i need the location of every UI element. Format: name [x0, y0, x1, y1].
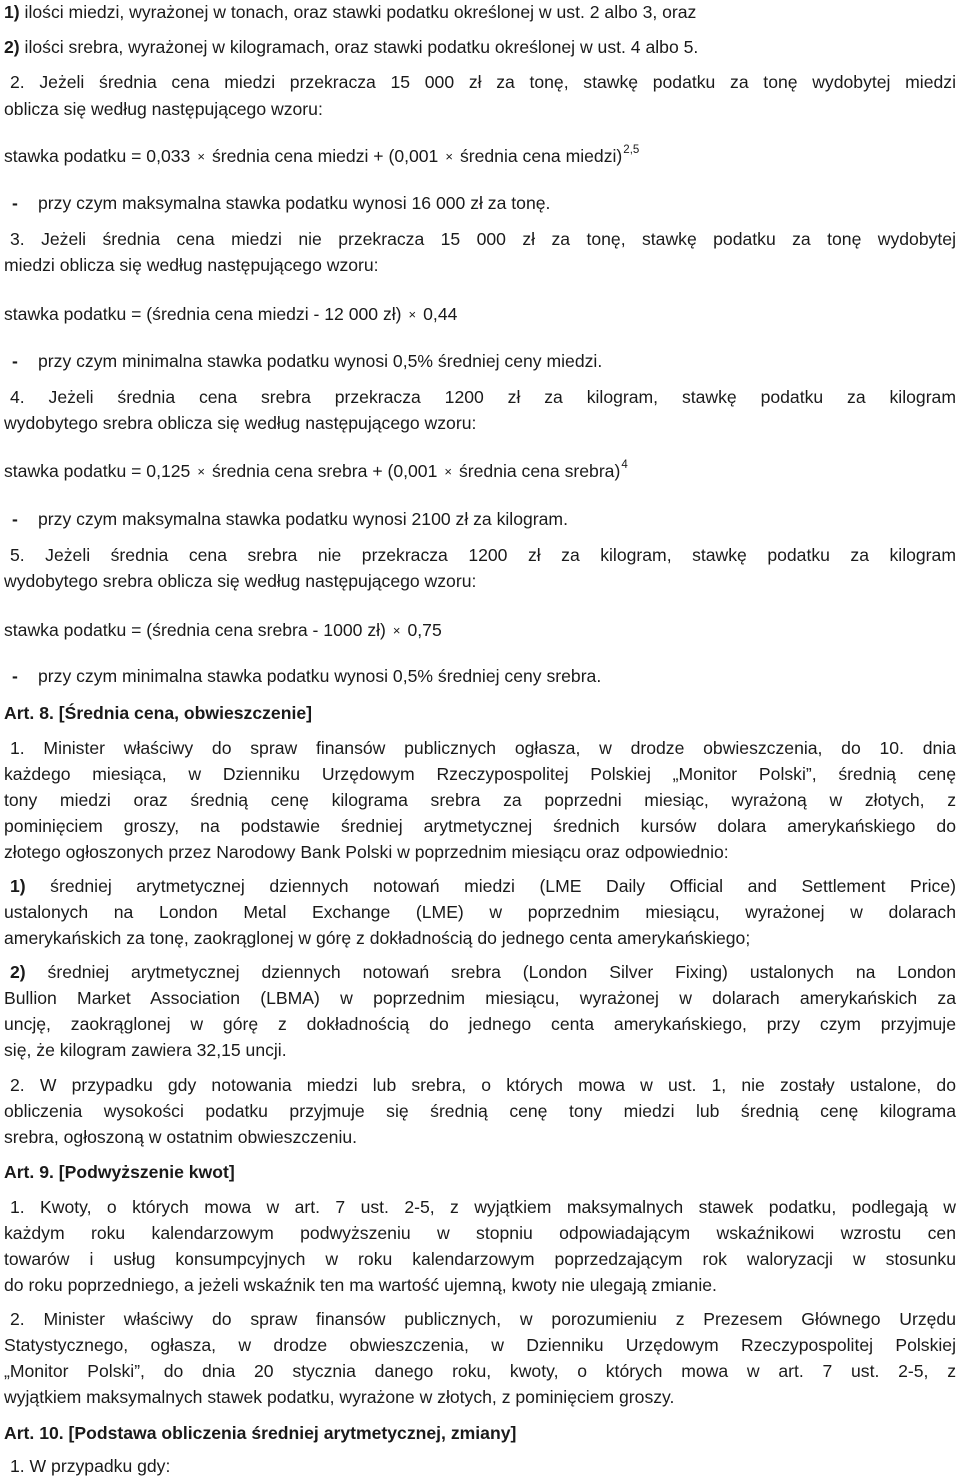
list-item: 2) średniej arytmetycznej dziennych notowań srebra (London Silver Fixing) ustalonych na London — [10, 962, 956, 982]
note-line: przy czym maksymalna stawka podatku wynosi 16 000 zł za tonę. — [38, 193, 551, 213]
dash-marker: - — [12, 193, 18, 213]
paragraph-line: 2. Jeżeli średnia cena miedzi przekracza 15 000 zł za tonę, stawkę podatku za tonę wydobytej miedzi — [10, 72, 956, 92]
paragraph-line: srebra, ogłoszoną w ostatnim obwieszczeniu. — [4, 1127, 358, 1147]
note-line: przy czym maksymalna stawka podatku wynosi 2100 zł za kilogram. — [38, 509, 568, 529]
times-icon: × — [392, 623, 401, 638]
paragraph-line: towarów i usług konsumpcyjnych w roku kalendarzowym poprzedzającym rok waloryzacji w stosunku — [4, 1249, 956, 1269]
paragraph-line: każdego miesiąca, w Dzienniku Urzędowym Rzeczypospolitej Polskiej „Monitor Polski”, średnią cenę — [4, 764, 956, 784]
paragraph-line: 4. Jeżeli średnia cena srebra przekracza 1200 zł za kilogram, stawkę podatku za kilogram — [10, 387, 956, 407]
paragraph-line: 2. Minister właściwy do spraw finansów publicznych, w porozumieniu z Prezesem Głównego Urzędu — [10, 1309, 956, 1329]
paragraph-line: się, że kilogram zawiera 32,15 uncji. — [4, 1040, 287, 1060]
times-icon: × — [197, 149, 205, 164]
note-line: przy czym minimalna stawka podatku wynosi 0,5% średniej ceny miedzi. — [38, 351, 603, 371]
paragraph-line: do roku poprzedniego, a jeżeli wskaźnik ten ma wartość ujemną, kwoty nie ulegają zmianie. — [4, 1275, 717, 1295]
paragraph-line: złotego ogłoszonych przez Narodowy Bank Polski w poprzednim miesiącu oraz odpowiednio: — [4, 842, 729, 862]
paragraph-line: ustalonych na London Metal Exchange (LME) w poprzednim miesiącu, wyrażonej w dolarach — [4, 902, 956, 922]
paragraph-line: wydobytego srebra oblicza się według następującego wzoru: — [4, 571, 477, 591]
dash-marker: - — [12, 666, 18, 686]
paragraph-line: „Monitor Polski”, do dnia 20 stycznia danego roku, kwoty, o których mowa w art. 7 ust. 2-5, z — [4, 1361, 956, 1381]
list-item: 1) średniej arytmetycznej dziennych notowań miedzi (LME Daily Official and Settlement Price) — [10, 876, 956, 896]
paragraph-line: Statystycznego, ogłasza, w drodze obwieszczenia, w Dzienniku Urzędowym Rzeczypospolitej Polskiej — [4, 1335, 956, 1355]
paragraph-line: 1. Kwoty, o których mowa w art. 7 ust. 2-5, z wyjątkiem maksymalnych stawek podatku, podlegają w — [10, 1197, 956, 1217]
dash-marker: - — [12, 509, 18, 529]
paragraph-line: 5. Jeżeli średnia cena srebra nie przekracza 1200 zł za kilogram, stawkę podatku za kilogram — [10, 545, 956, 565]
paragraph-line: obliczenia wysokości podatku przyjmuje się średnią cenę tony miedzi lub średnią cenę kilograma — [4, 1101, 956, 1121]
formula-copper-min: stawka podatku = (średnia cena miedzi - 12 000 zł) × 0,44 — [4, 304, 458, 324]
note-line: przy czym minimalna stawka podatku wynosi 0,5% średniej ceny srebra. — [38, 666, 602, 686]
paragraph-line: wydobytego srebra oblicza się według następującego wzoru: — [4, 413, 477, 433]
article-heading-9: Art. 9. [Podwyższenie kwot] — [4, 1162, 235, 1182]
times-icon: × — [408, 307, 417, 322]
paragraph-line: amerykańskich za tonę, zaokrąglonej w górę z dokładnością do jednego centa amerykańskiego; — [4, 928, 751, 948]
times-icon: × — [444, 464, 452, 479]
times-icon: × — [445, 149, 453, 164]
list-item: 1) ilości miedzi, wyrażonej w tonach, oraz stawki podatku określonej w ust. 2 albo 3, oraz — [4, 2, 697, 22]
formula-silver-min: stawka podatku = (średnia cena srebra - 1000 zł) × 0,75 — [4, 620, 442, 640]
paragraph-line: uncję, zaokrąglonej w górę z dokładnością do jednego centa amerykańskiego, przy czym przyjmuje — [4, 1014, 956, 1034]
paragraph-line: Bullion Market Association (LBMA) w poprzednim miesiącu, wyrażonej w dolarach amerykańskich za — [4, 988, 956, 1008]
paragraph-line: tony miedzi oraz średnią cenę kilograma srebra za poprzedni miesiąc, wyrażoną w złotych, z — [4, 790, 956, 810]
paragraph-line: 2. W przypadku gdy notowania miedzi lub srebra, o których mowa w ust. 1, nie zostały ustalone, do — [10, 1075, 956, 1095]
formula-copper-max: stawka podatku = 0,033 × średnia cena miedzi + (0,001 × średnia cena miedzi)$^{2,5}$ — [4, 144, 640, 166]
paragraph-line: 1. Minister właściwy do spraw finansów publicznych ogłasza, w drodze obwieszczenia, do 10. dnia — [10, 738, 956, 758]
paragraph-line: miedzi oblicza się według następującego wzoru: — [4, 255, 379, 275]
paragraph-line: pominięciem groszy, na podstawie średniej arytmetycznej średnich kursów dolara amerykańskiego do — [4, 816, 956, 836]
list-item: 2) ilości srebra, wyrażonej w kilogramach, oraz stawki podatku określonej w ust. 4 albo 5. — [4, 37, 699, 57]
formula-silver-max: stawka podatku = 0,125 × średnia cena srebra + (0,001 × średnia cena srebra)$^4$ — [4, 459, 628, 481]
article-heading-10: Art. 10. [Podstawa obliczenia średniej arytmetycznej, zmiany] — [4, 1423, 517, 1443]
paragraph-line: oblicza się według następującego wzoru: — [4, 99, 323, 119]
dash-marker: - — [12, 351, 18, 371]
article-heading-8: Art. 8. [Średnia cena, obwieszczenie] — [4, 703, 312, 723]
paragraph-line: 1. W przypadku gdy: — [10, 1456, 171, 1476]
paragraph-line: 3. Jeżeli średnia cena miedzi nie przekracza 15 000 zł za tonę, stawkę podatku za tonę wydobytej — [10, 229, 956, 249]
paragraph-line: każdym roku kalendarzowym podwyższeniu w stopniu odpowiadającym wskaźnikowi wzrostu cen — [4, 1223, 956, 1243]
times-icon: × — [197, 464, 205, 479]
paragraph-line: wyjątkiem maksymalnych stawek podatku, wyrażone w złotych, z pominięciem groszy. — [4, 1387, 675, 1407]
